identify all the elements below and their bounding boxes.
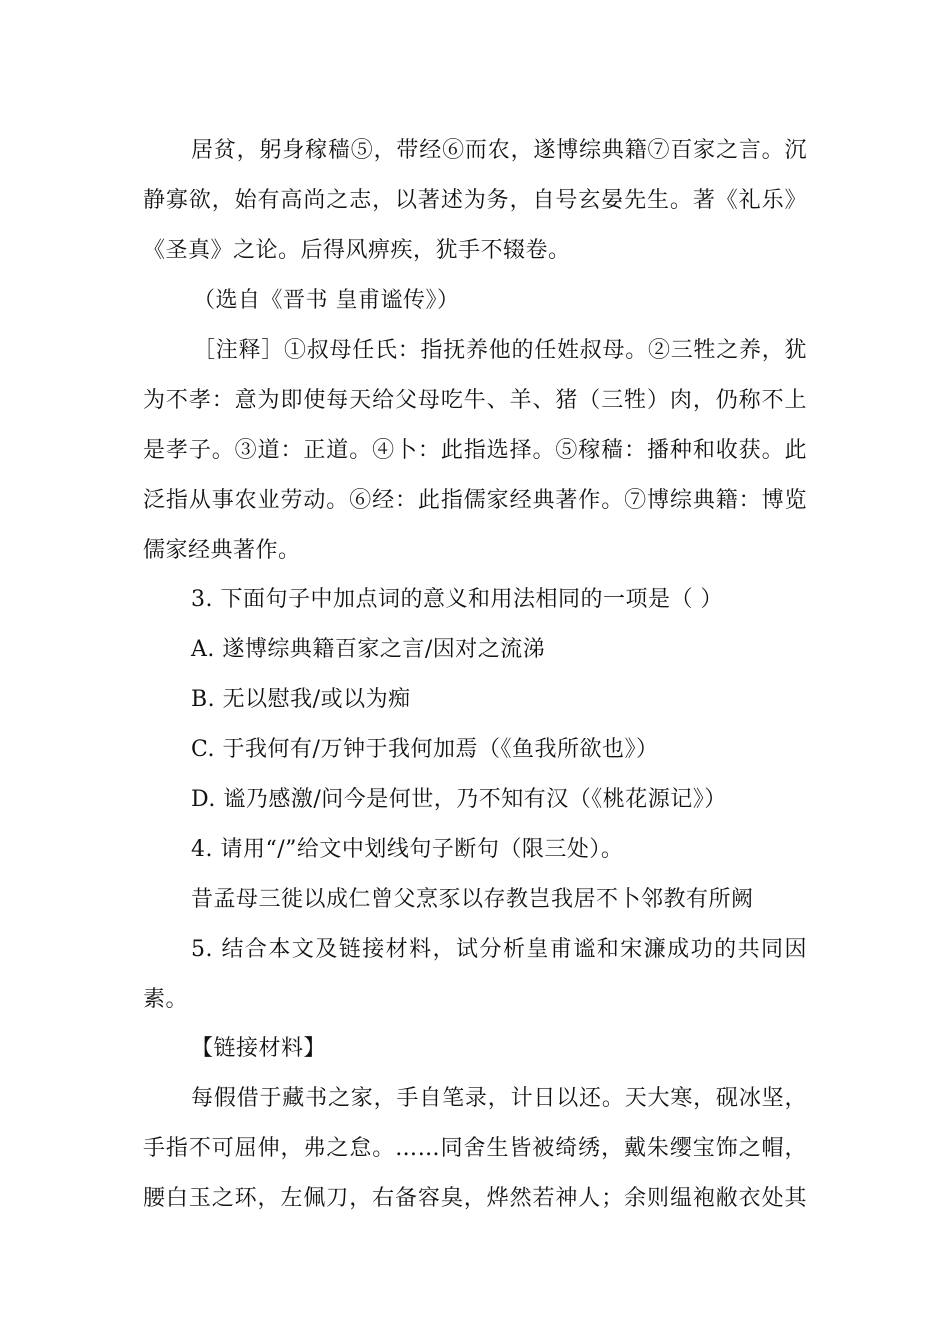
passage-line-1: 居贫，躬身稼穑⑤，带经⑥而农，遂博综典籍⑦百家之言。沉 [191,138,807,163]
link-material-line-1: 每假借于藏书之家，手自笔录，计日以还。天大寒，砚冰坚， [191,1086,807,1111]
question-3-option-a: A. 遂博综典籍百家之言/因对之流涕 [191,637,546,662]
link-material-line-3: 腰白玉之环，左佩刀，右备容臭，烨然若神人；余则缊袍敝衣处其 [143,1186,807,1211]
notes-line-1: ［注释］①叔母任氏：指抚养他的任姓叔母。②三牲之养，犹 [193,338,807,363]
notes-line-5: 儒家经典著作。 [143,538,301,563]
passage-source: （选自《晋书 皇甫谧传》） [193,288,460,313]
question-4-stem: 4. 请用“/”给文中划线句子断句（限三处）。 [191,837,624,862]
question-5-stem-line-1: 5. 结合本文及链接材料，试分析皇甫谧和宋濂成功的共同因 [191,937,807,962]
question-3-option-c: C. 于我何有/万钟于我何加焉（《鱼我所欲也》） [191,737,659,762]
link-material-line-2: 手指不可屈伸，弗之怠。……同舍生皆被绮绣，戴朱缨宝饰之帽， [143,1136,807,1161]
passage-line-2: 静寡欲，始有高尚之志，以著述为务，自号玄晏先生。著《礼乐》 [143,188,807,213]
notes-line-3: 是孝子。③道：正道。④卜：此指选择。⑤稼穑：播种和收获。此 [143,438,807,463]
link-material-heading: 【链接材料】 [191,1036,327,1061]
question-5-stem-line-2: 素。 [143,987,189,1012]
question-3-stem: 3. 下面句子中加点词的意义和用法相同的一项是（ ） [191,587,723,612]
passage-line-3: 《圣真》之论。后得风痹疾，犹手不辍卷。 [143,238,571,263]
question-3-option-d: D. 谧乃感激/问今是何世，乃不知有汉（《桃花源记》） [191,787,727,812]
question-3-option-b: B. 无以慰我/或以为痴 [191,687,411,712]
question-4-sentence: 昔孟母三徙以成仁曾父烹豕以存教岂我居不卜邻教有所阙 [191,887,754,912]
notes-line-2: 为不孝：意为即使每天给父母吃牛、羊、猪（三牲）肉，仍称不上 [143,388,807,413]
notes-line-4: 泛指从事农业劳动。⑥经：此指儒家经典著作。⑦博综典籍：博览 [143,488,807,513]
